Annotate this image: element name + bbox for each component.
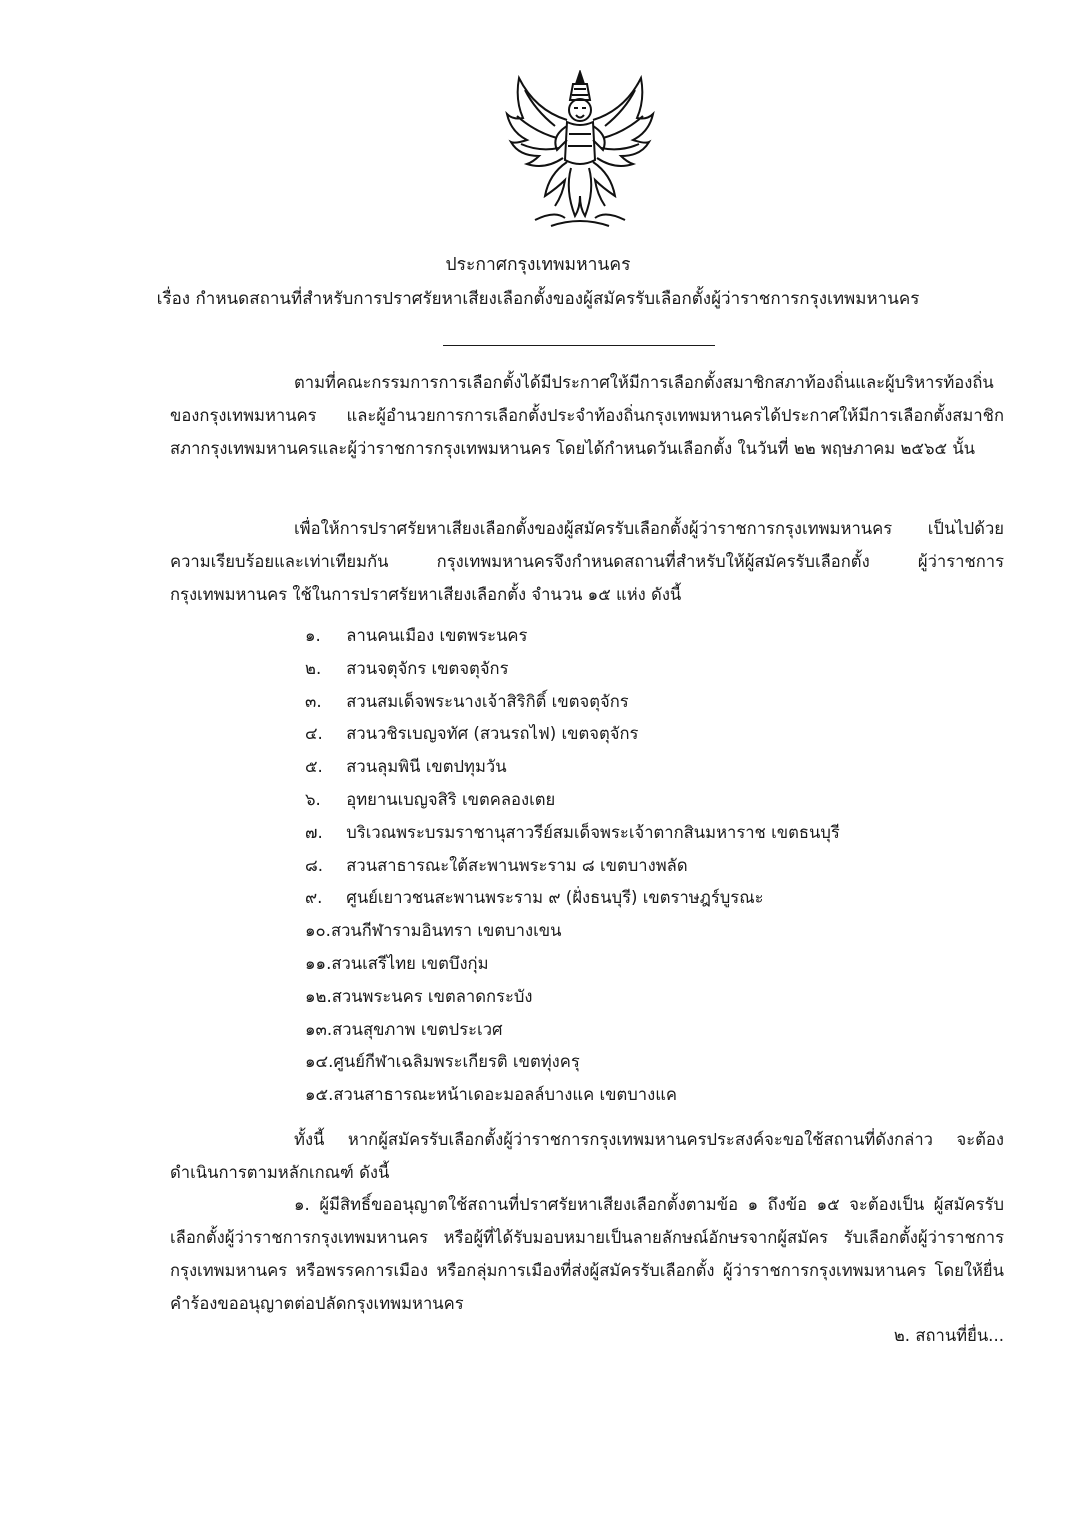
list-item-text: อุทยานเบญจสิริ เขตคลองเตย [346,789,556,809]
list-item-number: ๑๐. [305,921,331,941]
paragraph-conditions [170,1123,1004,1189]
list-item-number: ๘. [305,855,324,875]
title-divider [443,345,715,346]
list-item [305,686,1005,719]
paragraph-preamble [170,366,1004,465]
list-item [305,1014,1005,1047]
announcement-subject: เรื่อง กำหนดสถานที่สำหรับการปราศรัยหาเสียงเลือกตั้งของผู้สมัครรับเลือกตั้งผู้ว่าราชการกรุงเทพมหานคร [156,289,920,309]
list-item-text: สวนลุมพินี เขตปทุมวัน [346,757,507,777]
list-item-number: ๒. [305,658,322,678]
list-item-number: ๕. [305,757,323,777]
paragraph-preamble-text: ตามที่คณะกรรมการการเลือกตั้งได้มีประกาศให้มีการเลือกตั้งสมาชิกสภาท้องถิ่นและผู้บริหารท้องถิ่นของกรุงเทพมหานคร และผู้อำนวยการการเลือกตั้งประจำท้องถิ่นกรุงเทพมหานครได้ประกาศให้มีการเลือกตั้งสมาชิกสภากรุงเทพมหานครและผู้ว่าราชการกรุงเทพมหานคร โดยได้กำหนดวันเลือกตั้ง ในวันที่ ๒๒ พฤษภาคม ๒๕๖๕ นั้น [170,373,1004,458]
list-item-text: สวนกีฬารามอินทรา เขตบางเขน [330,921,562,941]
list-item-text: สวนเสรีไทย เขตบึงกุ่ม [331,953,489,973]
list-item [305,948,1005,981]
list-item [305,981,1005,1014]
list-item-text: สวนสุขภาพ เขตประเวศ [332,1019,503,1039]
list-item-text: สวนสาธารณะใต้สะพานพระราม ๘ เขตบางพลัด [346,855,688,875]
list-item-number: ๑๕. [305,1085,334,1105]
list-item-number: ๑๓. [305,1019,333,1039]
list-item-text: ศูนย์เยาวชนสะพานพระราม ๙ (ฝั่งธนบุรี) เขตราษฎร์บูรณะ [346,888,764,908]
list-item [305,915,1005,948]
paragraph-purpose-text: เพื่อให้การปราศรัยหาเสียงเลือกตั้งของผู้สมัครรับเลือกตั้งผู้ว่าราชการกรุงเทพมหานคร เป็นไปด้วยความเรียบร้อยและเท่าเทียมกัน กรุงเทพมหานครจึงกำหนดสถานที่สำหรับให้ผู้สมัครรับเลือกตั้ง ผู้ว่าราชการกรุงเทพมหานคร ใช้ในการปราศรัยหาเสียงเลือกตั้ง จำนวน ๑๕ แห่ง ดังนี้ [170,519,1004,604]
list-item-number: ๑. [305,626,321,645]
list-item-text: สวนพระนคร เขตลาดกระบัง [331,986,533,1006]
list-item [305,718,1005,751]
announcement-title: ประกาศกรุงเทพมหานคร [445,255,631,275]
list-item-text: ลานคนเมือง เขตพระนคร [346,626,528,645]
list-item-number: ๙. [305,888,323,908]
list-item [305,1046,1005,1079]
list-item-number: ๗. [305,822,323,842]
list-item [305,784,1005,817]
paragraph-purpose [170,512,1004,611]
list-item [305,850,1005,883]
list-item [305,817,1005,850]
list-item [305,1079,1005,1112]
list-item-number: ๔. [305,724,323,744]
paragraph-criterion-1-text: ๑. ผู้มีสิทธิ์ขออนุญาตใช้สถานที่ปราศรัยหาเสียงเลือกตั้งตามข้อ ๑ ถึงข้อ ๑๕ จะต้องเป็น ผู้สมัครรับเลือกตั้งผู้ว่าราชการกรุงเทพมหานคร หรือผู้ที่ได้รับมอบหมายเป็นลายลักษณ์อักษรจากผู้สมัคร รับเลือกตั้งผู้ว่าราชการกรุงเทพมหานคร หรือพรรคการเมือง หรือกลุ่มการเมืองที่ส่งผู้สมัครรับเลือกตั้ง ผู้ว่าราชการกรุงเทพมหานคร โดยให้ยื่นคำร้องขออนุญาตต่อปลัดกรุงเทพมหานคร [170,1195,1004,1313]
list-item-text: สวนวชิรเบญจทัศ (สวนรถไฟ) เขตจตุจักร [346,724,639,744]
list-item-text: ศูนย์กีฬาเฉลิมพระเกียรติ เขตทุ่งครุ [333,1052,580,1072]
paragraph-conditions-text: ทั้งนี้ หากผู้สมัครรับเลือกตั้งผู้ว่าราชการกรุงเทพมหานครประสงค์จะขอใช้สถานที่ดังกล่าว จะต้องดำเนินการตามหลักเกณฑ์ ดังนี้ [170,1130,1004,1182]
list-item-text: สวนจตุจักร เขตจตุจักร [346,658,509,678]
garuda-emblem-icon [505,70,655,230]
list-item [305,882,1005,915]
list-item [305,620,1005,653]
list-item-number: ๑๒. [305,986,332,1006]
list-item-text: สวนสมเด็จพระนางเจ้าสิริกิติ์ เขตจตุจักร [346,691,629,711]
list-item [305,751,1005,784]
list-item-number: ๖. [305,789,321,809]
location-list [305,620,1005,1112]
continued-marker: ๒. สถานที่ยื่น... [893,1326,1004,1345]
list-item [305,653,1005,686]
paragraph-criterion-1 [170,1188,1004,1320]
list-item-text: สวนสาธารณะหน้าเดอะมอลล์บางแค เขตบางแค [333,1085,678,1105]
list-item-number: ๑๔. [305,1052,334,1072]
list-item-text: บริเวณพระบรมราชานุสาวรีย์สมเด็จพระเจ้าตากสินมหาราช เขตธนบุรี [346,822,840,842]
list-item-number: ๑๑. [305,953,332,973]
list-item-number: ๓. [305,691,322,711]
